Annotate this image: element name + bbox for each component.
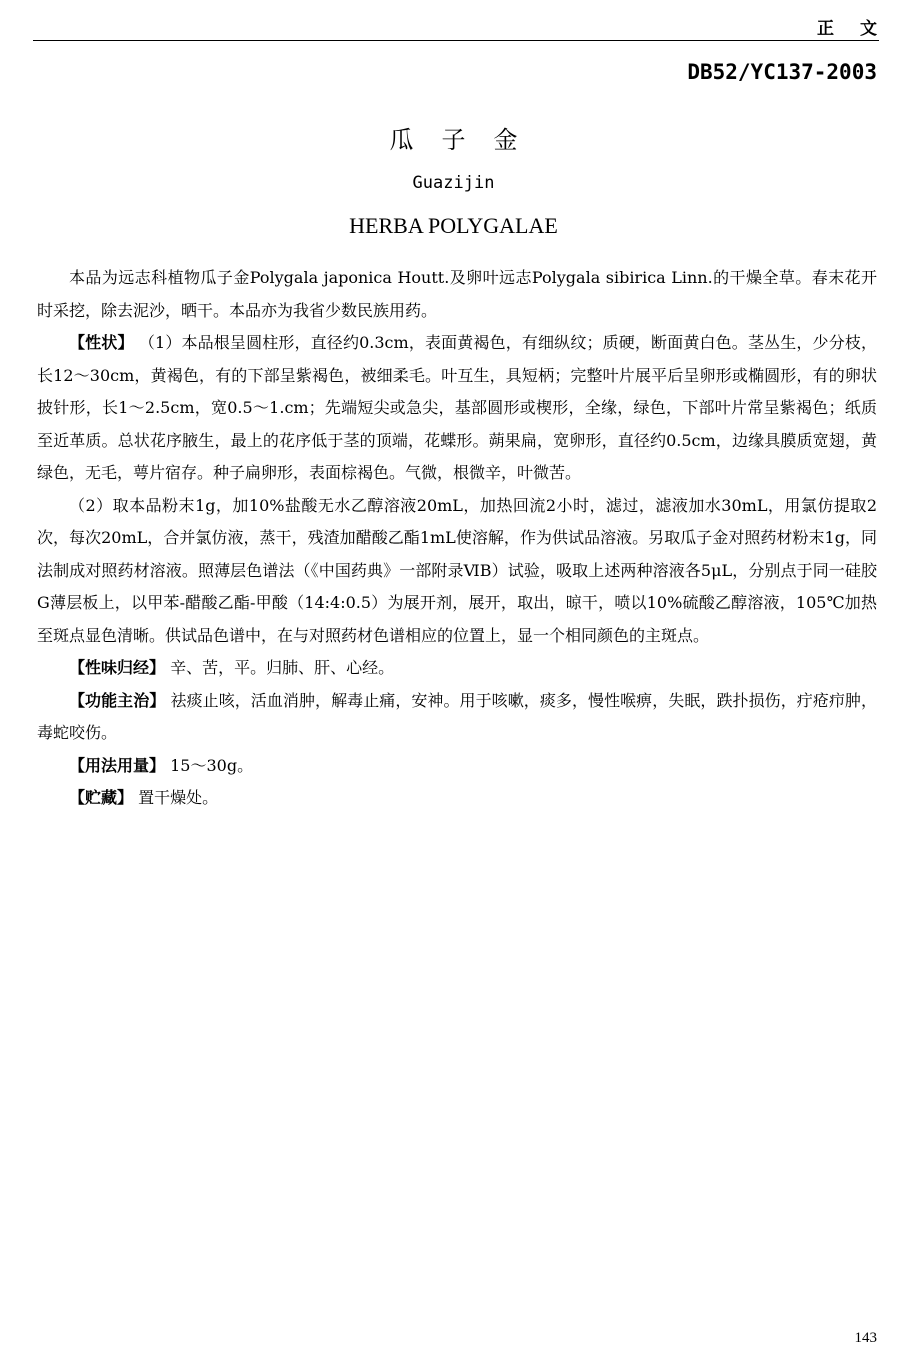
- identification-paragraph: （2）取本品粉末1g，加10%盐酸无水乙醇溶液20mL，加热回流2小时，滤过，滤液加水30mL，用氯仿提取2次，每次20mL，合并氯仿液，蒸干，残渣加醋酸乙酯1mL使溶解，作为供试品溶液。另取瓜子金对照药材粉末1g，同法制成对照药材溶液。照薄层色谱法（《中国药典》一部附录ⅥB）试验，吸取上述两种溶液各5μL，分别点于同一硅胶G薄层板上，以甲苯-醋酸乙酯-甲酸（14:4:0.5）为展开剂，展开，取出，晾干，喷以10%硫酸乙醇溶液，105℃加热至斑点显色清晰。供试品色谱中，在与对照药材色谱相应的位置上，显一个相同颜色的主斑点。: [37, 495, 877, 645]
- page-number: 143: [854, 1330, 877, 1346]
- function-label: 【功能主治】: [69, 690, 166, 710]
- storage-text: 置干燥处。: [138, 788, 219, 807]
- monograph-body: [37, 262, 877, 815]
- characteristics-paragraph: [37, 327, 877, 490]
- characteristics-label: 【性状】: [69, 333, 134, 352]
- monograph-title-pinyin: Guazijin: [412, 173, 495, 193]
- storage-label: 【贮藏】: [69, 788, 134, 807]
- nature-label: 【性味归经】: [69, 658, 166, 677]
- header-section-label: 正文: [817, 19, 903, 39]
- header-divider: [33, 40, 879, 41]
- monograph-title-chinese: 瓜子金: [389, 126, 546, 154]
- usage-label: 【用法用量】: [69, 755, 166, 775]
- monograph-title-latin: HERBA POLYGALAE: [349, 213, 558, 238]
- usage-paragraph: [37, 750, 877, 783]
- function-paragraph: [37, 685, 877, 750]
- storage-paragraph: [37, 782, 877, 815]
- characteristics-text: （1）本品根呈圆柱形，直径约0.3cm，表面黄褐色，有细纵纹；质硬，断面黄白色。茎丛生，少分枝，长12～30cm，黄褐色，有的下部呈紫褐色，被细柔毛。叶互生，具短柄；完整叶片展平后呈卵形或椭圆形，有的卵状披针形，长1～2.5cm，宽0.5～1.cm；先端短尖或急尖，基部圆形或楔形，全缘，绿色，下部叶片常呈紫褐色；纸质至近革质。总状花序腋生，最上的花序低于茎的顶端，花蝶形。蒴果扁，宽卵形，直径约0.5cm，边缘具膜质宽翅，黄绿色，无毛，萼片宿存。种子扁卵形，表面棕褐色。气微，根微辛，叶微苦。: [37, 333, 877, 482]
- function-text: 祛痰止咳，活血消肿，解毒止痛，安神。用于咳嗽，痰多，慢性喉痹，失眠，跌扑损伤，疔疮疖肿，毒蛇咬伤。: [37, 690, 877, 742]
- usage-text: 15～30g。: [170, 755, 254, 775]
- nature-paragraph: [37, 652, 877, 685]
- nature-text: 辛、苦，平。归肺、肝、心经。: [170, 658, 395, 677]
- standard-number: DB52/YC137-2003: [687, 60, 877, 84]
- intro-paragraph: 本品为远志科植物瓜子金Polygala japonica Houtt.及卵叶远志Polygala sibirica Linn.的干燥全草。春末花开时采挖，除去泥沙，晒干。本品亦为我省少数民族用药。: [37, 268, 877, 320]
